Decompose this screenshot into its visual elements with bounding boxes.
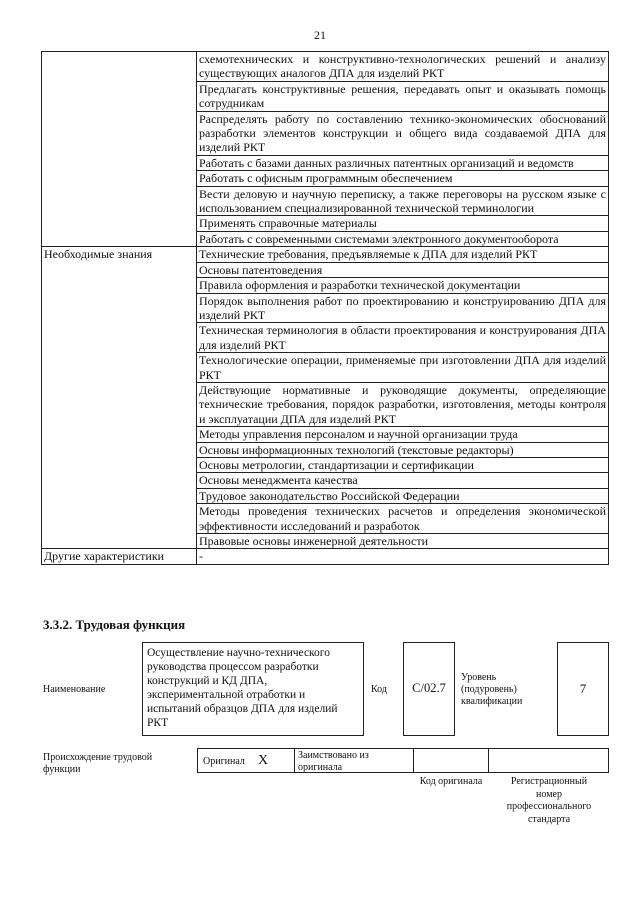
level-box [557,642,609,736]
knowledge-item: Техническая терминология в области проектирования и конструирования ДПА для изделий РКТ [197,323,609,353]
knowledge-item: Технологические операции, применяемые при изготовлении ДПА для изделий РКТ [197,353,609,383]
knowledge-item: Порядок выполнения работ по проектированию и конструированию ДПА для изделий РКТ [197,293,609,323]
knowledge-item: Методы управления персоналом и научной организации труда [197,427,609,442]
original-mark: X [258,753,269,768]
table-row [42,247,609,262]
knowledge-label: Необходимые знания [42,247,197,549]
skill-item: Применять справочные материалы [197,216,609,231]
requirements-table [41,51,609,565]
knowledge-item: Действующие нормативные и руководящие документы, определяющие технические требования, порядок разработки, изготовления, методы контроля и эксплуатации ДПА для изделий РКТ [197,382,609,426]
original-label: Оригинал [203,756,245,767]
knowledge-item: Основы менеджмента качества [197,473,609,488]
code-value: C/02.7 [412,681,446,695]
table-row [42,549,609,564]
skill-item: Распределять работу по составлению технико-экономических обоснований разработки элементов конструкции и общего вида создаваемой ДПА для изделий РКТ [197,111,609,155]
page-number: 21 [314,28,326,42]
knowledge-item: Основы информационных технологий (текстовые редакторы) [197,442,609,457]
table-row [42,52,609,82]
code-label: Код [371,684,387,695]
divider [294,748,295,773]
origin-label: Происхождение трудовой функции [43,752,153,775]
level-label: Уровень (подуровень) квалификации [461,672,523,707]
knowledge-item: Основы метрологии, стандартизации и сертификации [197,457,609,472]
code-box [403,642,455,736]
skills-label-cell [42,52,197,247]
skill-item: Работать с базами данных различных патентных организаций и ведомств [197,155,609,170]
knowledge-item: Методы проведения технических расчетов и определения экономической эффективности исследований и разработок [197,504,609,534]
level-value: 7 [579,681,587,696]
divider [413,748,414,773]
reg-caption: Регистрационный номер профессионального стандарта [506,776,592,825]
name-label: Наименование [43,684,106,695]
borrowed-label: Заимствовано из оригинала [298,750,369,773]
function-name-box [142,642,364,736]
skill-item: Предлагать конструктивные решения, передавать опыт и оказывать помощь сотрудникам [197,81,609,111]
function-name-value: Осуществление научно-технического руководства процессом разработки конструкций и КД ДПА, экспериментальной отработки и испытаний образцов ДПА для изделий РКТ [147,647,338,729]
other-label: Другие характеристики [42,549,197,564]
knowledge-item: Правовые основы инженерной деятельности [197,534,609,549]
skill-item: схемотехнических и конструктивно-технологических решений и анализу существующих аналогов ДПА для изделий РКТ [197,52,609,82]
code-caption: Код оригинала [419,776,483,787]
knowledge-item: Технические требования, предъявляемые к ДПА для изделий РКТ [197,247,609,262]
divider [488,748,489,773]
section-title: 3.3.2. Трудовая функция [43,617,186,632]
knowledge-item: Правила оформления и разработки технической документации [197,278,609,293]
skill-item: Вести деловую и научную переписку, а также переговоры на русском языке с использованием специализированной технической терминологии [197,186,609,216]
skill-item: Работать с офисным программным обеспечением [197,171,609,186]
skill-item: Работать с современными системами электронного документооборота [197,231,609,246]
knowledge-item: Основы патентоведения [197,262,609,277]
other-value: - [197,549,609,564]
knowledge-item: Трудовое законодательство Российской Федерации [197,488,609,503]
